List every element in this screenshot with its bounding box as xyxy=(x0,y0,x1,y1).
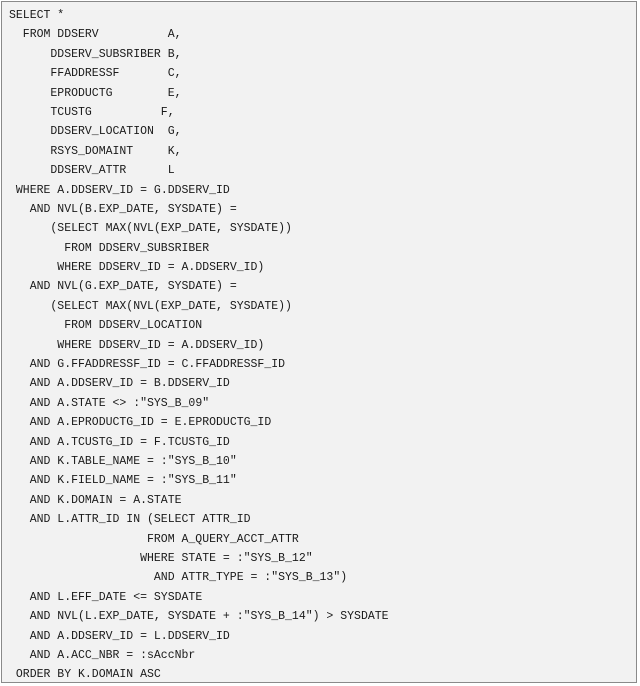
code-line: AND K.TABLE_NAME = :"SYS_B_10" xyxy=(29,454,237,468)
code-line: AND A.DDSERV_ID = L.DDSERV_ID xyxy=(29,629,230,643)
code-line: TCUSTG F, xyxy=(50,105,175,119)
code-line: AND NVL(L.EXP_DATE, SYSDATE + :"SYS_B_14") > SYSDATE xyxy=(29,610,389,624)
code-line: AND A.DDSERV_ID = B.DDSERV_ID xyxy=(29,377,230,391)
code-line: AND K.FIELD_NAME = :"SYS_B_11" xyxy=(29,474,237,488)
code-line: AND A.TCUSTG_ID = F.TCUSTG_ID xyxy=(29,435,230,449)
code-line: AND L.ATTR_ID IN (SELECT ATTR_ID xyxy=(29,513,251,527)
code-line: RSYS_DOMAINT K, xyxy=(50,144,182,158)
code-line: WHERE A.DDSERV_ID = G.DDSERV_ID xyxy=(15,183,230,197)
code-line: SELECT * xyxy=(9,9,65,22)
code-line: ORDER BY K.DOMAIN ASC xyxy=(15,668,161,682)
code-line: FROM DDSERV_LOCATION xyxy=(64,319,203,333)
code-line: FROM DDSERV A, xyxy=(22,28,182,42)
code-line: DDSERV_ATTR L xyxy=(50,164,175,178)
code-line: AND K.DOMAIN = A.STATE xyxy=(29,493,182,507)
code-line: AND A.EPRODUCTG_ID = E.EPRODUCTG_ID xyxy=(29,416,272,430)
code-line: FROM A_QUERY_ACCT_ATTR xyxy=(147,532,299,546)
code-line: AND G.FFADDRESSF_ID = C.FFADDRESSF_ID xyxy=(29,358,286,372)
code-lines xyxy=(2,2,636,685)
code-line: DDSERV_SUBSRIBER B, xyxy=(50,47,182,61)
code-line: AND L.EFF_DATE <= SYSDATE xyxy=(29,590,203,604)
code-line: EPRODUCTG E, xyxy=(50,86,182,100)
code-line: AND NVL(B.EXP_DATE, SYSDATE) = xyxy=(29,202,237,216)
code-line: FFADDRESSF C, xyxy=(50,67,182,81)
code-line: DDSERV_LOCATION G, xyxy=(50,125,182,139)
code-line: AND ATTR_TYPE = :"SYS_B_13") xyxy=(153,571,348,585)
code-line: AND NVL(G.EXP_DATE, SYSDATE) = xyxy=(29,280,237,294)
sql-code-block xyxy=(1,1,637,683)
code-line: (SELECT MAX(NVL(EXP_DATE, SYSDATE)) xyxy=(50,222,292,236)
code-line: FROM DDSERV_SUBSRIBER xyxy=(64,241,210,255)
code-line: AND A.STATE <> :"SYS_B_09" xyxy=(29,396,210,410)
code-line: (SELECT MAX(NVL(EXP_DATE, SYSDATE)) xyxy=(50,299,292,313)
code-line: WHERE DDSERV_ID = A.DDSERV_ID) xyxy=(57,338,265,352)
code-line: AND A.ACC_NBR = :sAccNbr xyxy=(29,648,196,662)
code-line: WHERE DDSERV_ID = A.DDSERV_ID) xyxy=(57,261,265,275)
code-line: WHERE STATE = :"SYS_B_12" xyxy=(140,551,313,565)
